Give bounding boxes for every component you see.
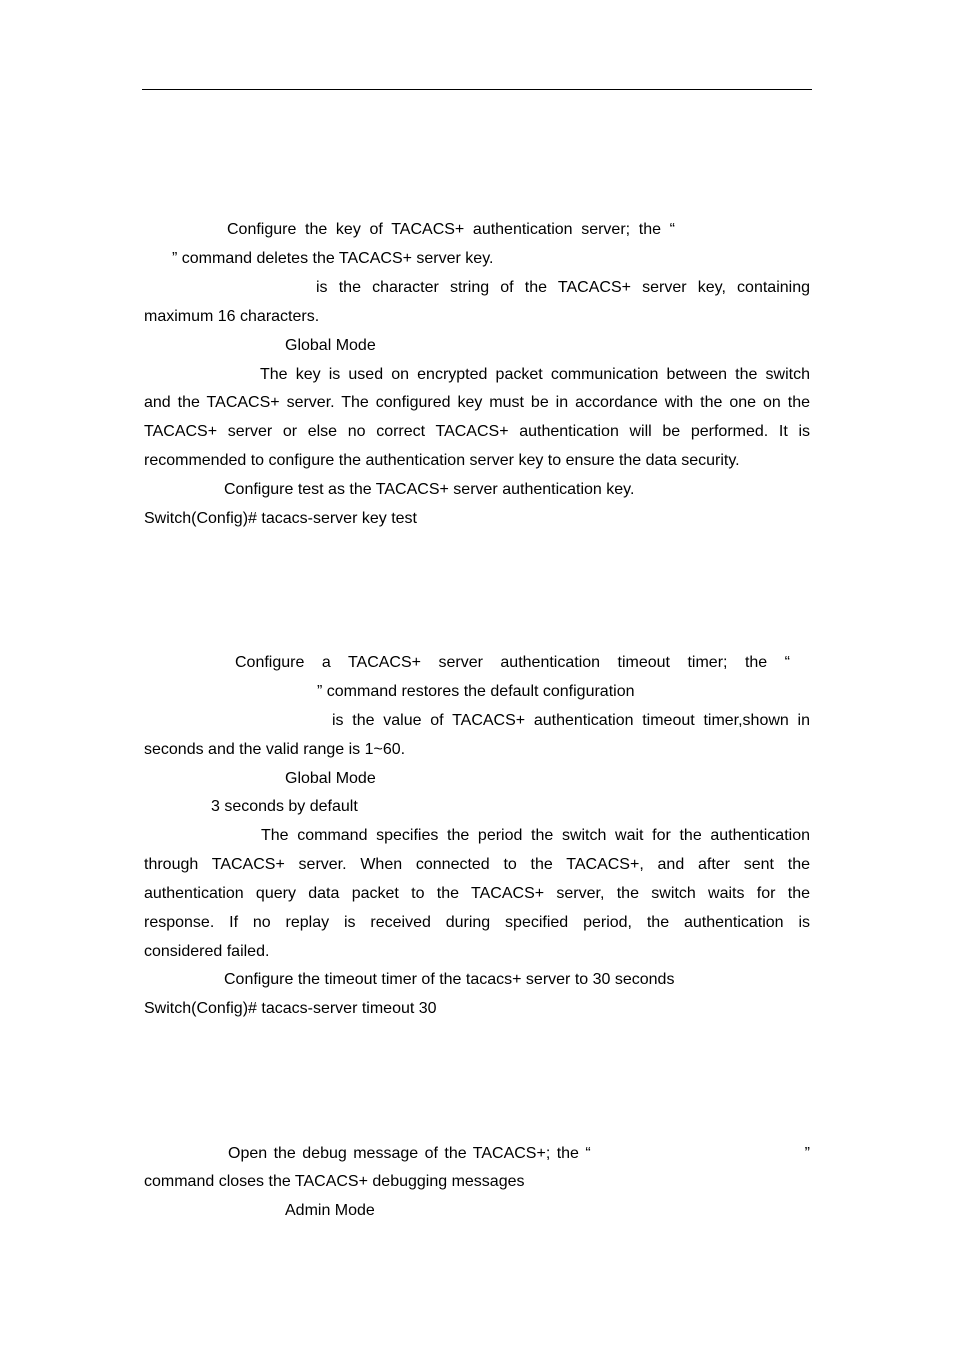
debug-usage-line-1-text: Open the debug message of the TACACS+; the “ xyxy=(228,1145,591,1162)
key-param-line-2: maximum 16 characters. xyxy=(144,308,320,325)
timeout-example-code: Switch(Config)# tacacs-server timeout 30 xyxy=(144,1000,437,1017)
key-example-code: Switch(Config)# tacacs-server key test xyxy=(144,510,417,527)
debug-usage-line-2: command closes the TACACS+ debugging messages xyxy=(144,1173,525,1190)
timeout-param-line-2: seconds and the valid range is 1~60. xyxy=(144,741,406,758)
key-guide-line-1: The key is used on encrypted packet communication between the switch xyxy=(260,366,810,383)
key-example-text: Configure test as the TACACS+ server authentication key. xyxy=(224,481,635,498)
key-guide-line-3: TACACS+ server or else no correct TACACS+ authentication will be performed. It is xyxy=(144,423,810,440)
timeout-command-mode: Global Mode xyxy=(285,770,376,787)
debug-usage-line-1 xyxy=(228,1144,810,1164)
key-command-mode: Global Mode xyxy=(285,337,376,354)
debug-command-mode: Admin Mode xyxy=(285,1202,375,1219)
header-rule xyxy=(142,89,812,90)
timeout-guide-line-3: authentication query data packet to the TACACS+ server, the switch waits for the xyxy=(144,885,810,902)
debug-usage-line-1-end: ” xyxy=(804,1145,810,1162)
timeout-guide-line-1: The command specifies the period the switch wait for the authentication xyxy=(261,827,810,844)
timeout-guide-line-2: through TACACS+ server. When connected to the TACACS+, and after sent the xyxy=(144,856,810,873)
timeout-default: 3 seconds by default xyxy=(211,798,358,815)
timeout-usage-line-2: ” command restores the default configuration xyxy=(317,683,635,700)
timeout-guide-line-4: response. If no replay is received during specified period, the authentication is xyxy=(144,914,810,931)
key-param-line-1: is the character string of the TACACS+ server key, containing xyxy=(316,279,810,296)
timeout-param-line-1: is the value of TACACS+ authentication timeout timer,shown in xyxy=(332,712,810,729)
key-usage-line-1: Configure the key of TACACS+ authentication server; the “ xyxy=(227,221,675,238)
timeout-usage-line-1: Configure a TACACS+ server authentication timeout timer; the “ xyxy=(235,654,790,671)
key-usage-line-2: ” command deletes the TACACS+ server key. xyxy=(172,250,494,267)
key-guide-line-4: recommended to configure the authentication server key to ensure the data security. xyxy=(144,452,740,469)
timeout-guide-line-5: considered failed. xyxy=(144,943,270,960)
key-guide-line-2: and the TACACS+ server. The configured key must be in accordance with the one on the xyxy=(144,394,810,411)
timeout-example-text: Configure the timeout timer of the tacacs+ server to 30 seconds xyxy=(224,971,675,988)
